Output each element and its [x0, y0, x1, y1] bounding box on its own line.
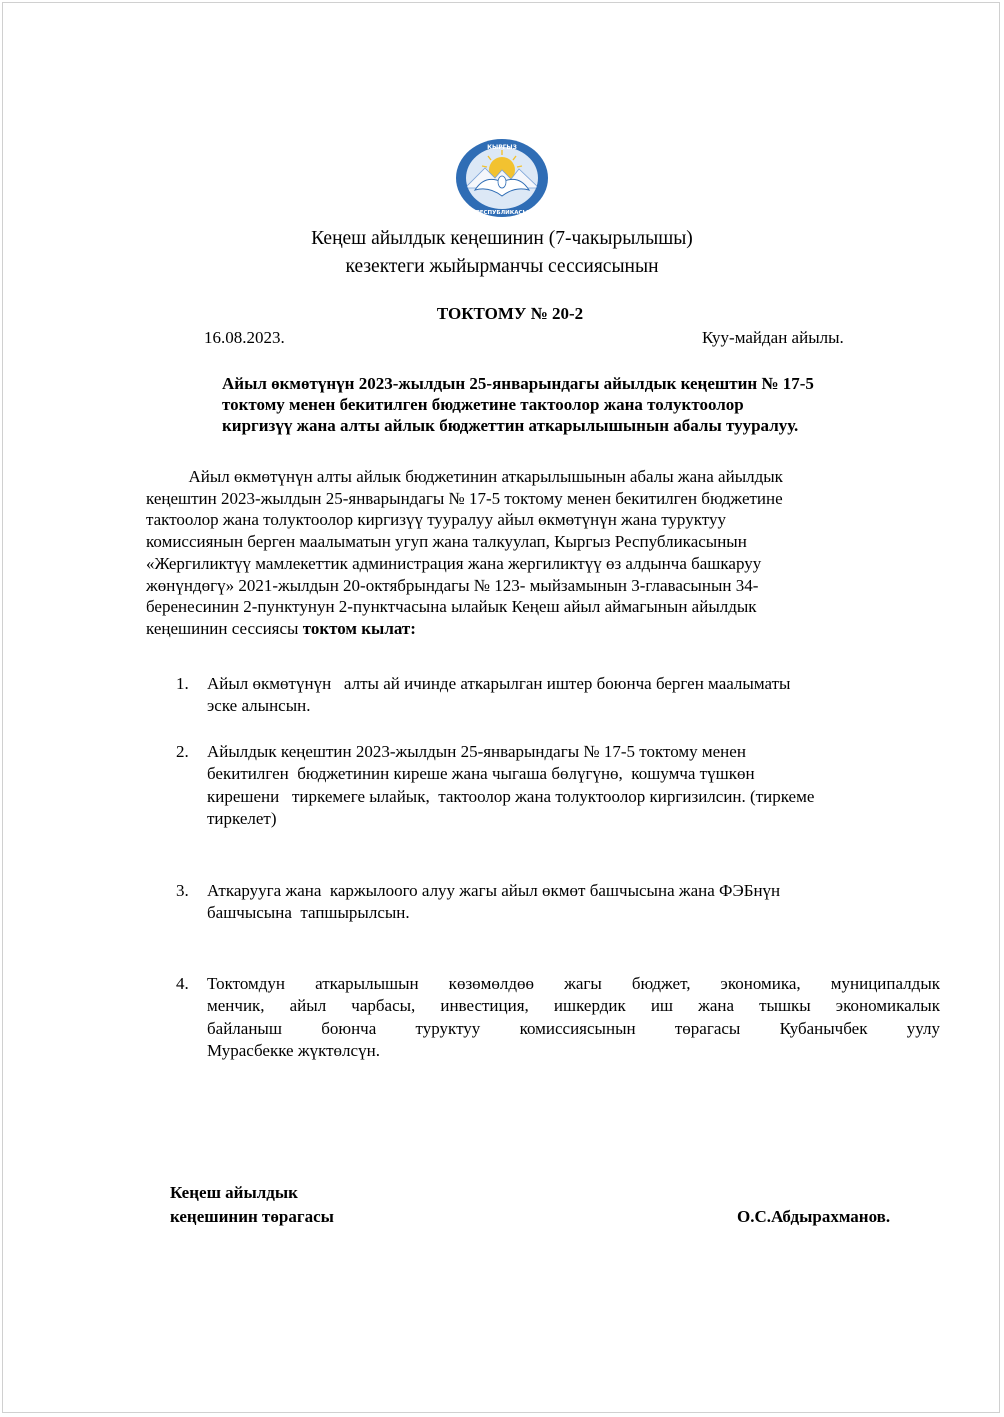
kyrgyz-state-emblem-icon	[455, 138, 549, 218]
preamble-line: беренесинин 2-пунктунун 2-пунктчасына ылайык Кеңеш айыл аймагынын айылдык	[146, 597, 757, 617]
item-line: тиркелет)	[207, 808, 277, 828]
item-line: Айыл өкмөтүнүн алты ай ичинде аткарылган иштер боюнча берген маалыматы	[207, 674, 791, 693]
item-line: Аткарууга жана каржылоого алуу жагы айыл өкмөт башчысына жана ФЭБнүн	[207, 881, 781, 900]
preamble-paragraph	[146, 466, 916, 640]
decision-phrase: токтом кылат:	[302, 618, 416, 638]
item-line: бекитилген бюджетинин киреше жана чыгаша бөлүгүнө, кошумча түшкөн	[207, 764, 755, 784]
preamble-line: тактоолор жана толуктоолор киргизүү тууралуу айыл өкмөтүнүн жана туруктуу	[146, 510, 726, 530]
item-line: байланыш боюнча туруктуу комиссиясынын төрагасы Кубанычбек уулу	[207, 1018, 940, 1038]
resolution-place: Куу-майдан айылы.	[702, 328, 844, 347]
subject-block	[222, 373, 814, 436]
preamble-line: Айыл өкмөтүнүн алты айлык бюджетинин аткарылышынын абалы жана айылдык	[146, 467, 783, 486]
item-number: 1.	[176, 674, 189, 693]
signatory-position-line2: кеңешинин төрагасы	[170, 1207, 334, 1226]
preamble-line: «Жергиликтүү мамлекеттик администрация жана жергиликтүү өз алдынча башкаруу	[146, 553, 762, 573]
council-header-line1: Кеңеш айылдык кеңешинин (7-чакырылышы)	[311, 228, 693, 249]
emblem-bottom-text: РЕСПУБЛИКАСЫ	[475, 210, 529, 216]
item-line: кирешени тиркемеге ылайык, тактоолор жана толуктоолор киргизилсин. (тиркеме	[207, 786, 815, 806]
signatory-position	[170, 1181, 334, 1229]
item-line: менчик, айыл чарбасы, инвестиция, ишкердик иш жана тышкы экономикалык	[207, 996, 940, 1016]
resolution-title: ТОКТОМУ № 20-2	[436, 304, 584, 323]
item-line: Мурасбекке жүктөлсүн.	[207, 1040, 380, 1060]
item-number: 3.	[176, 881, 189, 900]
item-line: эске алынсын.	[207, 696, 311, 716]
signatory-position-line1: Кеңеш айылдык	[170, 1183, 298, 1202]
preamble-line: жөнүндөгү» 2021-жылдын 20-октябрындагы № 123- мыйзамынын 3-главасынын 34-	[146, 575, 759, 595]
preamble-last-line-prefix: кеңешинин сессиясы	[146, 618, 303, 638]
subject-line: Айыл өкмөтүнүн 2023-жылдын 25-январындагы айылдык кеңештин № 17-5	[222, 374, 814, 393]
subject-line: токтому менен бекитилген бюджетине тактоолор жана толуктоолор	[222, 395, 744, 414]
item-line: Айылдык кеңештин 2023-жылдын 25-январындагы № 17-5 токтому менен	[207, 742, 746, 761]
signatory-name: О.С.Абдырахманов.	[737, 1207, 891, 1226]
preamble-last-line	[146, 618, 916, 640]
emblem-top-text: КЫРГЫЗ	[487, 144, 517, 151]
item-number: 2.	[176, 742, 189, 761]
council-header-line2: кезектеги жыйырманчы сессиясынын	[345, 256, 659, 277]
subject-line: киргизүү жана алты айлык бюджеттин аткарылышынын абалы тууралуу.	[222, 416, 799, 435]
state-emblem	[455, 138, 549, 218]
resolution-date: 16.08.2023.	[204, 328, 285, 347]
item-number: 4.	[176, 974, 189, 993]
preamble-line: кеңештин 2023-жылдын 25-январындагы № 17-5 токтому менен бекитилген бюджетине	[146, 488, 783, 508]
preamble-line: комиссиянын берген маалыматын угуп жана талкуулап, Кыргыз Республикасынын	[146, 532, 747, 552]
item-line: Токтомдун аткарылышын көзөмөлдөө жагы бюджет, экономика, муниципалдык	[207, 974, 940, 993]
item-line: башчысына тапшырылсын.	[207, 903, 410, 923]
